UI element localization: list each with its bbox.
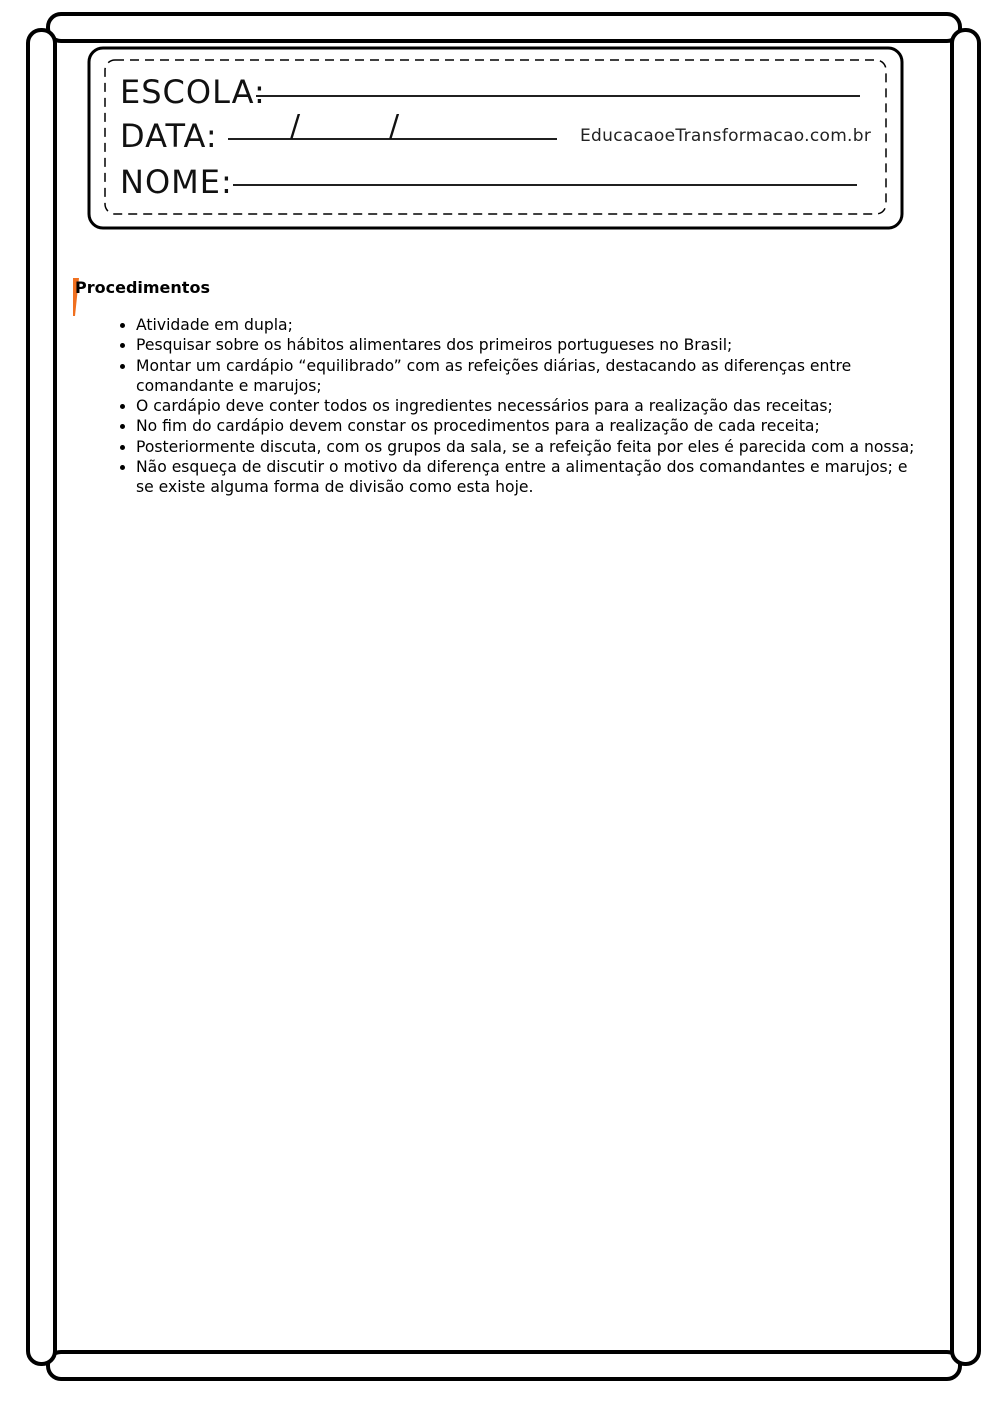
- frame-left-bar: [28, 30, 55, 1364]
- list-item: • Não esqueça de discutir o motivo da diferença entre a alimentação dos comandantes e marujos; e se existe alguma forma de divisão como esta hoje.: [136, 457, 915, 498]
- site-url: EducacaoeTransformacao.com.br: [580, 126, 872, 146]
- nome-label: NOME:: [120, 163, 233, 201]
- list-item: • Montar um cardápio “equilibrado” com as refeições diárias, destacando as diferenças entre comandante e marujos;: [136, 356, 915, 397]
- data-label: DATA:: [120, 117, 218, 155]
- date-separator-2: /: [389, 109, 401, 144]
- frame-top-bar: [48, 14, 960, 41]
- frame-right-bar: [952, 30, 979, 1364]
- list-item: • No fim do cardápio devem constar os procedimentos para a realização de cada receita;: [136, 416, 915, 436]
- list-item: • Pesquisar sobre os hábitos alimentares dos primeiros portugueses no Brasil;: [136, 335, 915, 355]
- section-heading: Procedimentos: [75, 278, 210, 297]
- frame-bottom-bar: [48, 1352, 960, 1379]
- list-item: • O cardápio deve conter todos os ingredientes necessários para a realização das receitas;: [136, 396, 915, 416]
- procedures-section: [75, 278, 915, 498]
- list-item: • Posteriormente discuta, com os grupos da sala, se a refeição feita por eles é parecida com a nossa;: [136, 437, 915, 457]
- escola-label: ESCOLA:: [120, 73, 266, 111]
- list-item: • Atividade em dupla;: [136, 315, 915, 335]
- procedures-list: [75, 315, 915, 498]
- date-separator-1: /: [290, 109, 302, 144]
